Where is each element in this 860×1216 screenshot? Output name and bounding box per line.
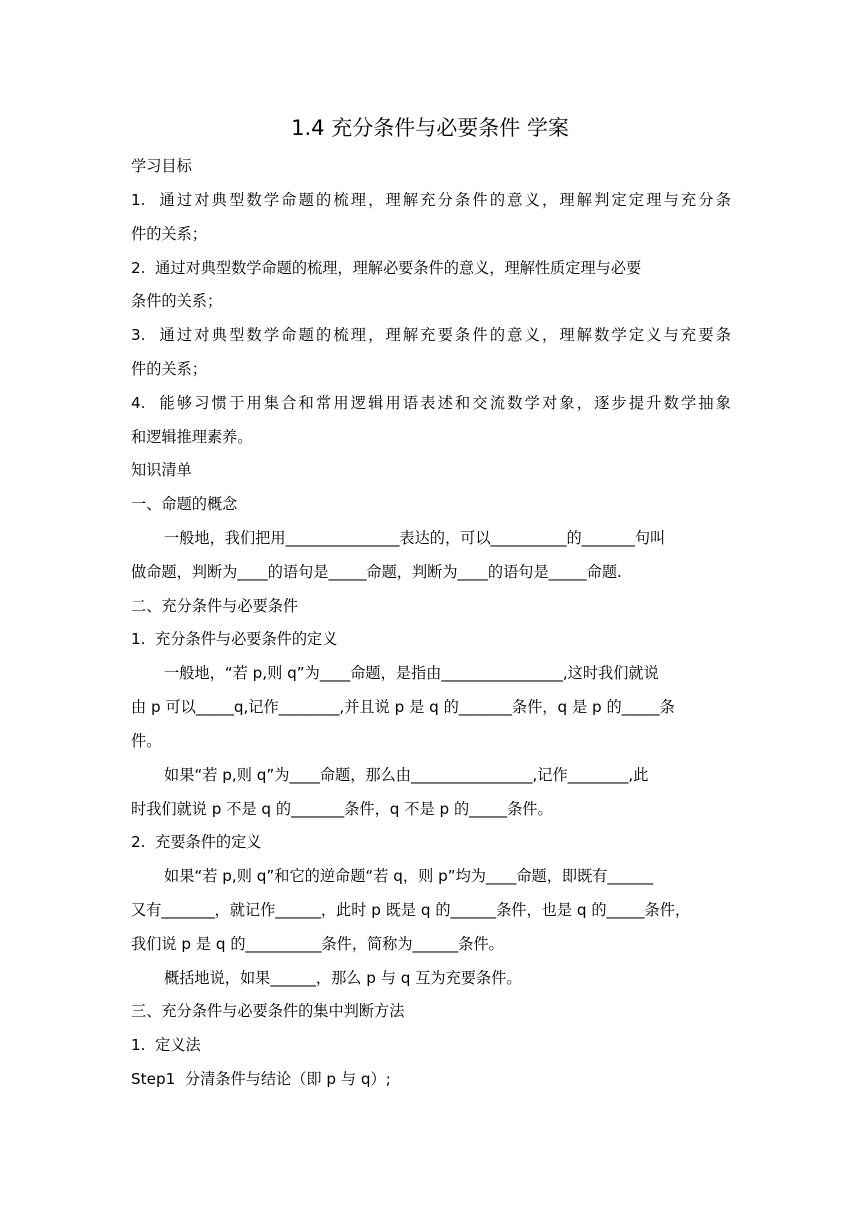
proposition-line-2: 做命题，判断为____的语句是_____命题，判断为____的语句是_____命题. bbox=[131, 563, 622, 581]
step-1: Step1 分清条件与结论（即 p 与 q）; bbox=[131, 1070, 391, 1088]
goal-2-line-1: 2. 通过对典型数学命题的梳理，理解必要条件的意义，理解性质定理与必要 bbox=[131, 259, 642, 277]
subheading-definition-method: 1. 定义法 bbox=[131, 1036, 201, 1054]
subheading-iff-definition: 2. 充要条件的定义 bbox=[131, 833, 262, 851]
heading-judgment-methods: 三、充分条件与必要条件的集中判断方法 bbox=[131, 1002, 405, 1020]
iff-line-3: 我们说 p 是 q 的__________条件，简称为______条件。 bbox=[131, 935, 504, 953]
goal-3-line-2: 件的关系； bbox=[131, 360, 207, 378]
goal-1-line-1: 1. 通过对典型数学命题的梳理，理解充分条件的意义，理解判定定理与充分条 bbox=[131, 191, 731, 209]
definition-line-3: 件。 bbox=[131, 732, 162, 750]
proposition-line-1: 一般地，我们把用_______________表达的，可以__________的_______句叫 bbox=[164, 529, 666, 547]
goal-1-line-2: 件的关系； bbox=[131, 225, 207, 243]
goal-2-line-2: 条件的关系； bbox=[131, 292, 223, 310]
definition-line-4: 如果“若 p,则 q”为____命题，那么由________________,记作________,此 bbox=[164, 766, 649, 784]
goal-4-line-1: 4. 能够习惯于用集合和常用逻辑用语表述和交流数学对象，逐步提升数学抽象 bbox=[131, 394, 731, 412]
section-heading-learning-goals: 学习目标 bbox=[131, 157, 192, 175]
iff-line-2: 又有_______，就记作______，此时 p 既是 q 的______条件，也是 q 的_____条件， bbox=[131, 901, 691, 919]
heading-proposition-concept: 一、命题的概念 bbox=[131, 495, 238, 513]
goal-3-line-1: 3. 通过对典型数学命题的梳理，理解充要条件的意义，理解数学定义与充要条 bbox=[131, 326, 731, 344]
definition-line-1: 一般地，“若 p,则 q”为____命题，是指由________________,这时我们就说 bbox=[164, 664, 659, 682]
definition-line-2: 由 p 可以_____q,记作________,并且说 p 是 q 的_______条件，q 是 p 的_____条 bbox=[131, 698, 675, 716]
definition-line-5: 时我们就说 p 不是 q 的_______条件，q 不是 p 的_____条件。 bbox=[131, 800, 553, 818]
goal-4-line-2: 和逻辑推理素养。 bbox=[131, 428, 253, 446]
subheading-definition: 1. 充分条件与必要条件的定义 bbox=[131, 630, 338, 648]
heading-sufficient-necessary: 二、充分条件与必要条件 bbox=[131, 597, 299, 615]
document-title: 1.4 充分条件与必要条件 学案 bbox=[291, 116, 569, 140]
iff-summary: 概括地说，如果______，那么 p 与 q 互为充要条件。 bbox=[164, 969, 522, 987]
section-heading-knowledge-list: 知识清单 bbox=[131, 461, 192, 479]
iff-line-1: 如果“若 p,则 q”和它的逆命题“若 q，则 p”均为____命题，即既有______ bbox=[164, 867, 654, 885]
